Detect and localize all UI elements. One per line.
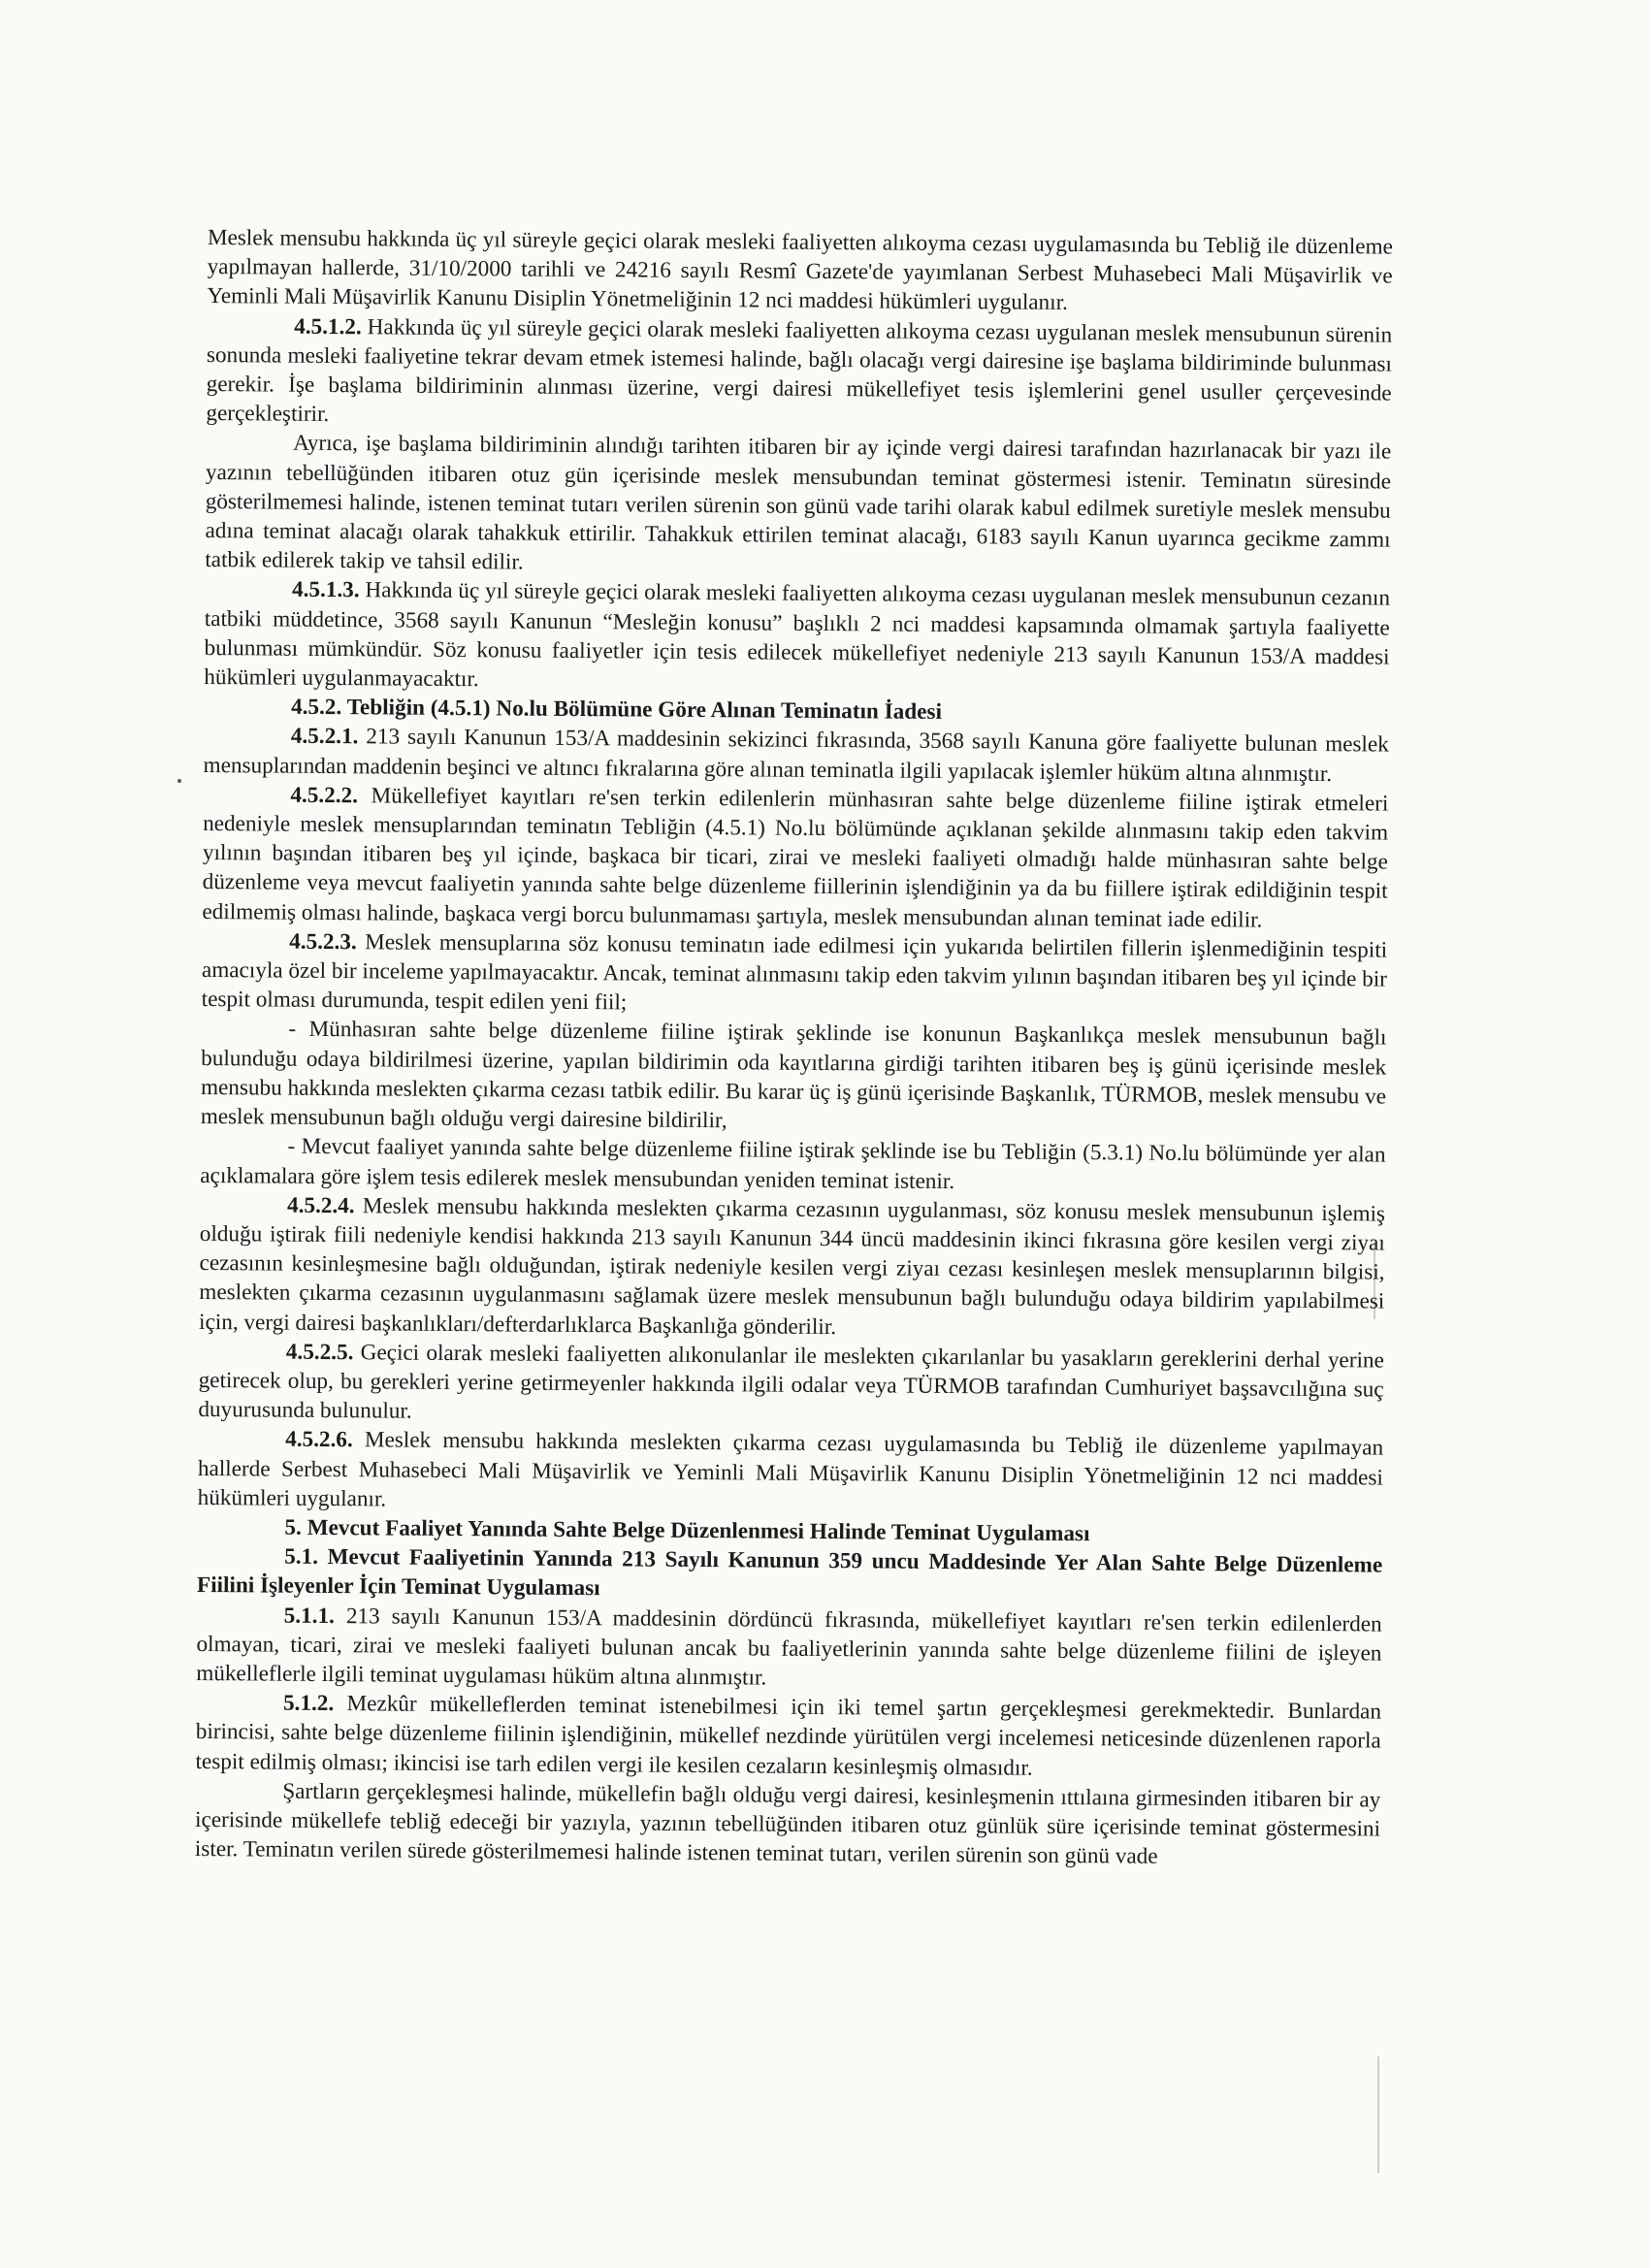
section-number: 5.1.1. (283, 1603, 336, 1629)
heading-text: 5. Mevcut Faaliyet Yanında Sahte Belge Düzenlenmesi Halinde Teminat Uygulaması (284, 1514, 1090, 1547)
section-number: 4.5.2.1. (290, 724, 359, 750)
paragraph (198, 1424, 1384, 1521)
paragraph (204, 574, 1390, 700)
paragraph-text: Mükellefiyet kayıtları re'sen terkin edilenlerin münhasıran sahte belge düzenleme fiiline iştirak etmeleri nedeniyle meslek mensuplarından teminatın Tebliğin (4.5.1) No.lu bölümünde açıklanan şekilde alınmasını takip eden takvim yılının başından itibaren beş yıl içinde, başkaca bir ticari, zirai ve mesleki faaliyeti olmadığı halde münhasıran sahte belge düzenleme veya mevcut faaliyetin yanında sahte belge düzenleme fiillerinin işlendiğinin ya da bu fiillere iştirak edildiğinin tespit edilmemiş olması halinde, başkaca vergi borcu bulunmaması şartıyla, meslek mensubundan alınan teminat iade edilir. (202, 783, 1389, 933)
scan-dot (178, 779, 181, 783)
paragraph-text: Mezkûr mükelleflerden teminat istenebilmesi için iki temel şartın gerçekleşmesi gerekmektedir. Bunlardan birincisi, sahte belge düzenleme fiilinin işlendiğinin, mükellef nezdinde yürütülen vergi incelemesi neticesinde düzenlenen raporla tespit edilmiş olması; ikincisi ise tarh edilen vergi ile kesilen cezaların kesinleşmiş olmasıdır. (195, 1691, 1382, 1781)
section-number: 4.5.1.2. (294, 313, 362, 340)
paragraph-text: - Münhasıran sahte belge düzenleme fiiline iştirak şeklinde ise konunun Başkanlıkça meslek mensubunun bağlı bulunduğu odaya bildirilmesi üzerine, yapılan bildirimin oda kayıtlarına girdiği tarihten itibaren beş iş günü içerisinde meslek mensubu hakkında meslekten çıkarma cezası tatbik edilir. Bu karar üç iş günü içerisinde Başkanlık, TÜRMOB, meslek mensubu ve meslek mensubunun bağlı olduğu vergi dairesine bildirilir, (200, 1017, 1387, 1134)
paragraph-text: Meslek mensubu hakkında üç yıl süreyle geçici olarak mesleki faaliyetten alıkoyma cezası uygulamasında bu Tebliğ ile düzenleme yapılmayan hallerde, 31/10/2000 tarihli ve 24216 sayılı Resmî Gazete'de yayımlanan Serbest Muhasebeci Mali Müşavirlik ve Yeminli Mali Müşavirlik Kanunu Disiplin Yönetmeliğinin 12 nci maddesi hükümleri uygulanır. (207, 224, 1393, 316)
section-number: 4.5.2.6. (285, 1426, 353, 1453)
list-item (200, 1131, 1385, 1199)
scan-edge-mark (1377, 2057, 1379, 2173)
paragraph (198, 1337, 1384, 1434)
section-number: 4.5.1.3. (291, 577, 360, 603)
section-number: 5.1.2. (282, 1690, 335, 1717)
section-number: 4.5.2.5. (285, 1339, 354, 1365)
heading-text: 5.1. Mevcut Faaliyetinin Yanında 213 Sayılı Kanunun 359 uncu Maddesinde Yer Alan Sahte Belge Düzenleme Fiilini İşleyenler İçin Teminat Uygulaması (196, 1543, 1383, 1602)
paragraph-text: Meslek mensubu hakkında meslekten çıkarma cezası uygulamasında bu Tebliğ ile düzenleme yapılmayan hallerde Serbest Muhasebeci Mali Müşavirlik ve Yeminli Mali Müşavirlik Kanunu Disiplin Yönetmeliğinin 12 nci maddesi hükümleri uygulanır. (197, 1427, 1384, 1512)
paragraph-text: Şartların gerçekleşmesi halinde, mükellefin bağlı olduğu vergi dairesi, kesinleşmenin ıttılaına girmesinden itibaren bir ay içerisinde mükellefe tebliğ edeceği bir yazıyla, yazının tebellüğünden itibaren otuz günlük süre içerisinde teminat göstermesini ister. Teminatın verilen sürede gösterilmemesi halinde istenen teminat tutarı, verilen sürenin son günü vade (194, 1778, 1381, 1869)
paragraph (196, 1601, 1382, 1698)
section-number: 4.5.2.2. (290, 782, 359, 809)
paragraph-text: Meslek mensuplarına söz konusu teminatın iade edilmesi için yukarıda belirtilen fillerin işlenmediğinin tespiti amacıyla özel bir inceleme yapılmayacaktır. Ancak, teminat alınmasını takip eden takvim yılının başından itibaren beş yıl içinde bir tespit olması durumunda, tespit edilen yeni fiil; (201, 929, 1388, 1016)
paragraph-text: 213 sayılı Kanunun 153/A maddesinin dördüncü fıkrasında, mükellefiyet kayıtları re'sen terkin edilenlerden olmayan, ticari, zirai ve mesleki faaliyeti bulunan ancak bu faaliyetlerinin yanında sahte belge düzenleme fiilini de işleyen mükelleflerle ilgili teminat uygulaması hüküm altına alınmıştır. (196, 1603, 1382, 1691)
paragraph-text: Geçici olarak mesleki faaliyetten alıkonulanlar ile meslekten çıkarılanlar bu yasakların gereklerini derhal yerine getirecek olup, bu gerekleri yerine getirmeyenler hakkında ilgili odalar veya TÜRMOB tarafından Cumhuriyet başsavcılığına suç duyurusunda bulunulur. (198, 1339, 1384, 1424)
paragraph (195, 1776, 1381, 1873)
paragraph-text: Ayrıca, işe başlama bildiriminin alındığı tarihten itibaren bir ay içinde vergi dairesi tarafından hazırlanacak bir yazı ile yazının tebellüğünden itibaren otuz gün içerisinde meslek mensubundan teminat göstermesi istenir. Teminatın süresinde gösterilmemesi halinde, istenen teminat tutarı verilen sürenin son günü vade tarihi olarak kabul edilmek suretiyle meslek mensubu adına teminat alacağı olarak tahakkuk ettirilir. Tahakkuk ettirilen teminat alacağı, 6183 sayılı Kanun uyarınca gecikme zammı tatbik edilerek takip ve tahsil edilir. (205, 431, 1392, 575)
paragraph (203, 721, 1388, 789)
list-item (201, 1014, 1387, 1140)
paragraph (202, 780, 1388, 936)
paragraph-text: Hakkında üç yıl süreyle geçici olarak mesleki faaliyetten alıkoyma cezası uygulanan meslek mensubunun sürenin sonunda mesleki faaliyetine tekrar devam etmek istemesi halinde, bağlı olacağı vergi dairesine işe başlama bildiriminde bulunması gerekir. İşe başlama bildiriminin alınması üzerine, vergi dairesi mükellefiyet tesis işlemlerini genel usuller çerçevesinde gerçekleştirir. (206, 313, 1393, 428)
section-heading (197, 1541, 1382, 1609)
section-number: 4.5.2.3. (289, 928, 357, 956)
paragraph (195, 1688, 1381, 1785)
paragraph (207, 223, 1393, 320)
paragraph-text: - Mevcut faaliyet yanında sahte belge düzenleme fiiline iştirak şeklinde ise bu Tebliğin (5.3.1) No.lu bölümünde yer alan açıklamalara göre işlem tesis edilerek meslek mensubundan yeniden teminat istenir. (200, 1133, 1386, 1194)
paragraph (199, 1190, 1385, 1346)
paragraph-text: 213 sayılı Kanunun 153/A maddesinin sekizinci fıkrasında, 3568 sayılı Kanuna göre faaliyette bulunan meslek mensuplarından maddenin beşinci ve altıncı fıkralarına göre alınan teminatla ilgili yapılacak işlemler hüküm altına alınmıştır. (203, 724, 1389, 787)
paragraph (206, 311, 1392, 437)
paragraph-text: Hakkında üç yıl süreyle geçici olarak mesleki faaliyetten alıkoyma cezası uygulanan meslek mensubunun cezanın tatbiki müddetince, 3568 sayılı Kanunun “Mesleğin konusu” başlıklı 2 nci maddesi kapsamında olmamak şartıyla faaliyette bulunması mümkündür. Söz konusu faaliyetler için tesis edilecek mükellefiyet nedeniyle 213 sayılı Kanunun 153/A maddesi hükümleri uygulanmayacaktır. (204, 577, 1391, 693)
paragraph (205, 428, 1391, 584)
paragraph (202, 926, 1388, 1023)
heading-text: 4.5.2. Tebliğin (4.5.1) No.lu Bölümüne Göre Alınan Teminatın İadesi (290, 694, 943, 726)
section-number: 4.5.2.4. (286, 1192, 355, 1218)
paragraph-text: Meslek mensubu hakkında meslekten çıkarma cezasının uygulanması, söz konusu meslek mensubunun işlemiş olduğu iştirak fiili nedeniyle kendisi hakkında 213 sayılı Kanunun 344 üncü maddesinin ikinci fıkrasına göre kesilen vergi ziyaı cezasının kesinleşmesine bağlı olduğundan, iştirak nedeniyle kesilen vergi ziyaı cezası kesinleşen meslek mensuplarının bilgisi, meslekten çıkarma cezasının uygulanmasını sağlamak üzere meslek mensubunun bağlı bulunduğu odaya bildirim yapılabilmesi için, vergi dairesi başkanlıkları/defterdarlıklarca Başkanlığa gönderilir. (199, 1192, 1386, 1340)
document-body (195, 223, 1393, 1873)
